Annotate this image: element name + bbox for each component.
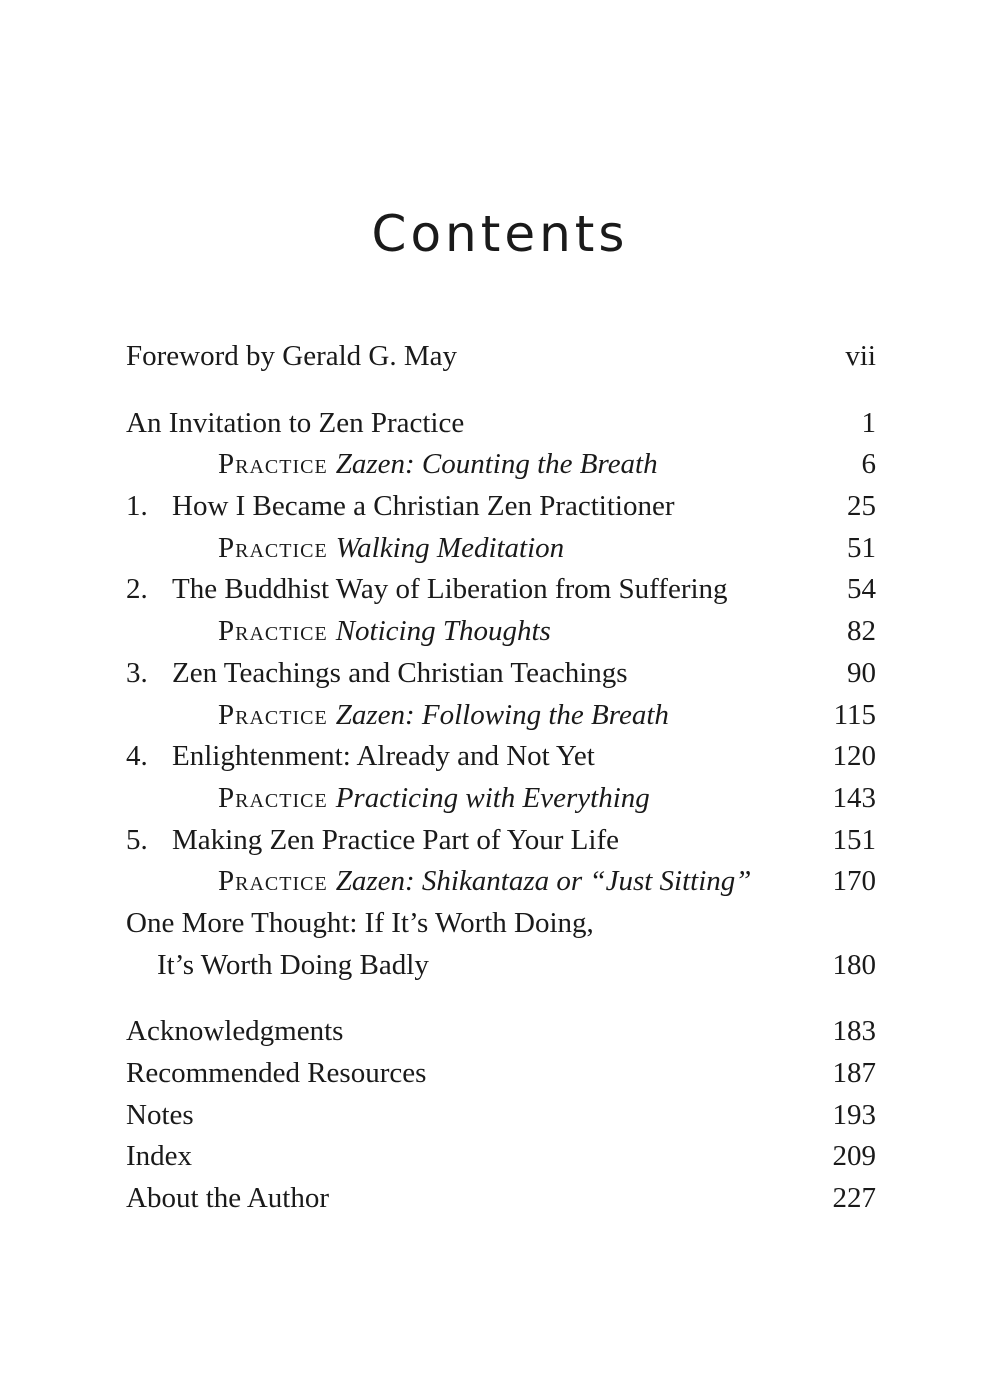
chapter-number: 3. bbox=[126, 656, 148, 689]
toc-practice-2[interactable] bbox=[126, 528, 876, 570]
chapter-title: Making Zen Practice Part of Your Life bbox=[172, 823, 619, 856]
page-title: Contents bbox=[371, 205, 629, 263]
entry-label: One More Thought: If It’s Worth Doing, bbox=[126, 906, 594, 939]
toc-practice-6[interactable] bbox=[126, 861, 876, 903]
chapter-number: 5. bbox=[126, 823, 148, 856]
entry-page: 90 bbox=[847, 656, 876, 689]
entry-label: Acknowledgments bbox=[126, 1015, 344, 1048]
toc-chapter-5[interactable] bbox=[126, 820, 876, 862]
toc-entry-about-author[interactable] bbox=[126, 1178, 876, 1220]
entry-page: 1 bbox=[861, 406, 876, 439]
chapter-number: 2. bbox=[126, 573, 148, 606]
entry-label: An Invitation to Zen Practice bbox=[126, 406, 465, 439]
entry-page: 187 bbox=[832, 1057, 876, 1089]
practice-title: Zazen: Shikantaza or “Just Sitting” bbox=[335, 865, 752, 898]
entry-page: 82 bbox=[847, 615, 876, 648]
toc-practice-3[interactable] bbox=[126, 611, 876, 653]
practice-title: Zazen: Following the Breath bbox=[335, 698, 669, 731]
entry-page: 143 bbox=[832, 781, 876, 814]
entry-page: 120 bbox=[832, 740, 876, 773]
toc-entry-notes[interactable] bbox=[126, 1095, 876, 1137]
toc-chapter-3[interactable] bbox=[126, 653, 876, 695]
entry-label: Recommended Resources bbox=[126, 1057, 427, 1089]
entry-label: Notes bbox=[126, 1098, 194, 1131]
entry-page: 170 bbox=[832, 865, 876, 898]
toc-entry-one-more-thought-cont[interactable] bbox=[126, 945, 876, 987]
practice-label: Practice bbox=[218, 781, 328, 814]
entry-page: 51 bbox=[847, 531, 876, 564]
practice-title: Zazen: Counting the Breath bbox=[335, 448, 658, 481]
toc-chapter-1[interactable] bbox=[126, 486, 876, 528]
toc-entry-foreword[interactable] bbox=[126, 336, 876, 378]
practice-label: Practice bbox=[218, 698, 328, 731]
toc-practice-5[interactable] bbox=[126, 778, 876, 820]
chapter-title: Zen Teachings and Christian Teachings bbox=[172, 656, 628, 689]
entry-page: 183 bbox=[832, 1015, 876, 1048]
toc-entry-acknowledgments[interactable] bbox=[126, 1011, 876, 1053]
toc-list bbox=[126, 336, 876, 1220]
chapter-title: How I Became a Christian Zen Practitioner bbox=[172, 490, 675, 523]
chapter-number: 1. bbox=[126, 490, 148, 523]
practice-label: Practice bbox=[218, 531, 328, 564]
entry-page: vii bbox=[845, 340, 876, 372]
entry-page: 25 bbox=[847, 490, 876, 523]
practice-title: Walking Meditation bbox=[335, 531, 565, 564]
entry-page: 180 bbox=[832, 948, 876, 981]
entry-page: 227 bbox=[832, 1182, 876, 1215]
entry-page: 151 bbox=[832, 823, 876, 856]
chapter-number: 4. bbox=[126, 740, 148, 773]
toc-practice-4[interactable] bbox=[126, 695, 876, 737]
entry-label: Foreword by Gerald G. May bbox=[126, 340, 458, 372]
toc-entry-resources[interactable] bbox=[126, 1053, 876, 1095]
chapter-title: The Buddhist Way of Liberation from Suffering bbox=[172, 573, 728, 606]
entry-label: About the Author bbox=[126, 1182, 329, 1215]
entry-label: It’s Worth Doing Badly bbox=[157, 948, 429, 981]
toc-entry-invitation[interactable] bbox=[126, 403, 876, 445]
toc-entry-index[interactable] bbox=[126, 1136, 876, 1178]
practice-label: Practice bbox=[218, 448, 328, 481]
chapter-title: Enlightenment: Already and Not Yet bbox=[172, 740, 595, 773]
entry-page: 209 bbox=[832, 1140, 876, 1173]
entry-page: 6 bbox=[861, 448, 876, 481]
entry-label: Index bbox=[126, 1140, 193, 1173]
entry-page: 193 bbox=[832, 1098, 876, 1131]
practice-label: Practice bbox=[218, 615, 328, 648]
toc-entry-one-more-thought[interactable] bbox=[126, 903, 876, 945]
practice-title: Practicing with Everything bbox=[335, 781, 650, 814]
toc-chapter-2[interactable] bbox=[126, 569, 876, 611]
entry-page: 54 bbox=[847, 573, 876, 606]
toc-practice-1[interactable] bbox=[126, 444, 876, 486]
entry-page: 115 bbox=[833, 698, 876, 731]
toc-chapter-4[interactable] bbox=[126, 736, 876, 778]
practice-title: Noticing Thoughts bbox=[335, 615, 551, 648]
practice-label: Practice bbox=[218, 865, 328, 898]
